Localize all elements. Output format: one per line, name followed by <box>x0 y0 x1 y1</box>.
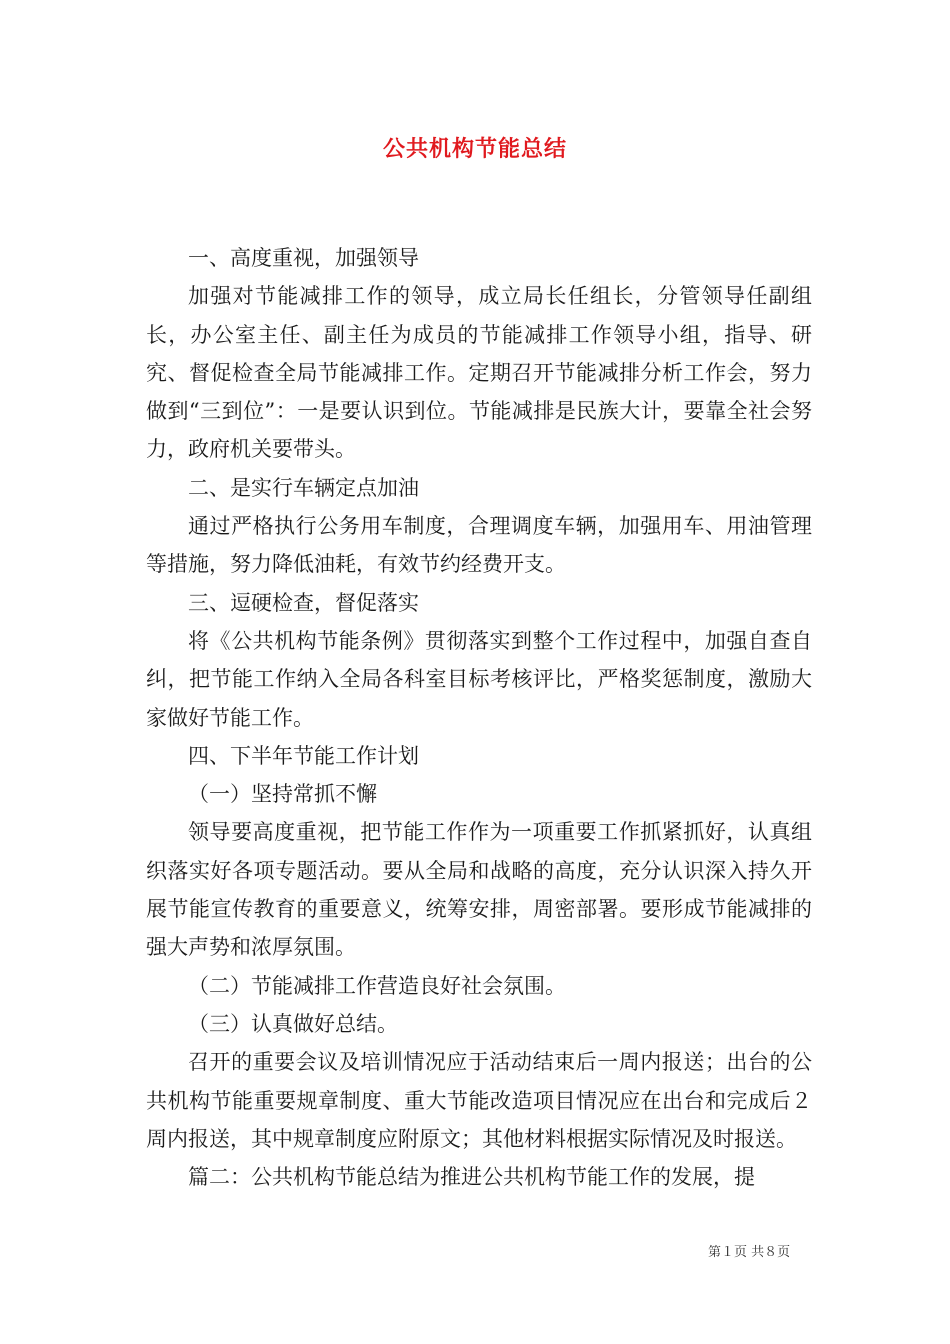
subheading-1: （一）坚持常抓不懈 <box>188 782 377 807</box>
paragraph-leadership: 加强对节能减排工作的领导，成立局长任组长，分管领导任副组长，办公室主任、副主任为成员的节能减排工作领导小组，指导、研究、督促检查全局节能减排工作。定期召开节能减排分析工作会，努力做到“三到位”：一是要认识到位。节能减排是民族大计，要靠全社会努力，政府机关要带头。 <box>146 284 812 462</box>
subheading-2: （二）节能减排工作营造良好社会氛围。 <box>188 973 566 998</box>
paragraph-reporting: 召开的重要会议及培训情况应于活动结束后一周内报送；出台的公共机构节能重要规章制度、重大节能改造项目情况应在出台和完成后２周内报送，其中规章制度应附原文；其他材料根据实际情况及时报送。 <box>146 1050 812 1151</box>
paragraph-vehicles: 通过严格执行公务用车制度，合理调度车辆，加强用车、用油管理等措施，努力降低油耗，有效节约经费开支。 <box>146 514 812 577</box>
paragraph-persistence: 领导要高度重视，把节能工作作为一项重要工作抓紧抓好，认真组织落实好各项专题活动。要从全局和战略的高度，充分认识深入持久开展节能宣传教育的重要意义，统筹安排，周密部署。要形成节能减排的强大声势和浓厚氛围。 <box>146 820 812 960</box>
paragraph-inspection: 将《公共机构节能条例》贯彻落实到整个工作过程中，加强自查自纠，把节能工作纳入全局各科室目标考核评比，严格奖惩制度，激励大家做好节能工作。 <box>146 628 812 730</box>
document-title: 公共机构节能总结 <box>382 136 567 162</box>
heading-section-3: 三、逗硬检查，督促落实 <box>188 590 419 615</box>
heading-section-2: 二、是实行车辆定点加油 <box>188 475 419 500</box>
heading-section-4: 四、下半年节能工作计划 <box>188 743 419 768</box>
heading-section-1: 一、高度重视，加强领导 <box>188 246 419 270</box>
document-body <box>146 239 812 1196</box>
subheading-3: （三）认真做好总结。 <box>188 1011 398 1036</box>
paragraph-part-two: 篇二：公共机构节能总结为推进公共机构节能工作的发展，提 <box>188 1165 755 1190</box>
page-number-footer: 第１页 共８页 <box>708 1245 791 1260</box>
